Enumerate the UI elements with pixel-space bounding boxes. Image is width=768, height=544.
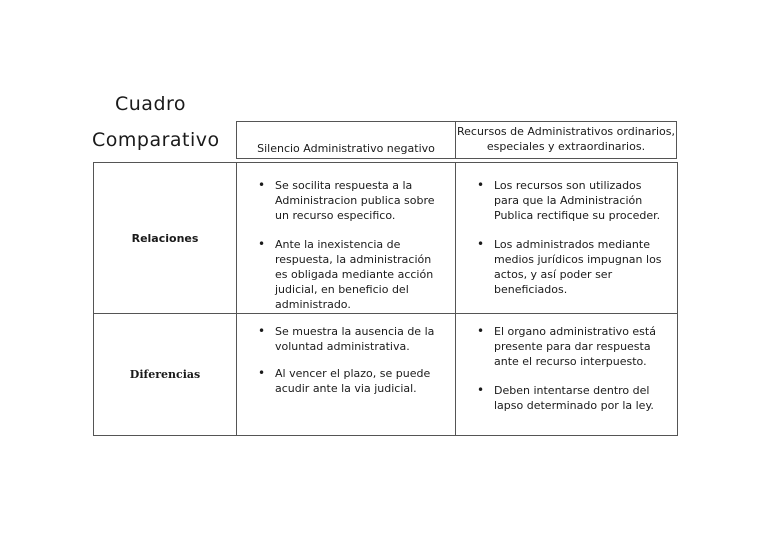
table-row-relaciones — [94, 163, 678, 314]
table-row-diferencias — [94, 314, 678, 436]
row-label-diferencias: Diferencias — [94, 314, 237, 436]
list-item: • Deben intentarse dentro del lapso determinado por la ley. — [457, 383, 676, 413]
list-item: • Al vencer el plazo, se puede acudir ante la via judicial. — [238, 366, 454, 396]
page-title-line2: Comparativo — [92, 129, 220, 151]
cell-relaciones-silencio — [237, 163, 456, 314]
list-item: • Ante la inexistencia de respuesta, la administración es obligada mediante acción judicial, en beneficio del administrado. — [238, 237, 454, 312]
row-label-relaciones: Relaciones — [94, 163, 237, 314]
page-title-line1: Cuadro — [115, 93, 187, 115]
header-silencio: Silencio Administrativo negativo — [236, 121, 455, 159]
cell-diferencias-silencio — [237, 314, 456, 436]
list-item: • Los recursos son utilizados para que la Administración Publica rectifique su proceder. — [457, 178, 676, 223]
header-recursos: Recursos de Administrativos ordinarios, especiales y extraordinarios. — [455, 121, 677, 159]
list-item: • Se socilita respuesta a la Administracion publica sobre un recurso especifico. — [238, 178, 454, 223]
list-item: • Se muestra la ausencia de la voluntad administrativa. — [238, 324, 454, 354]
list-item: • Los administrados mediante medios jurídicos impugnan los actos, y así poder ser beneficiados. — [457, 237, 676, 297]
list-item: • El organo administrativo está presente para dar respuesta ante el recurso interpuesto. — [457, 324, 676, 369]
comparison-table — [93, 162, 678, 436]
cell-relaciones-recursos — [456, 163, 678, 314]
cell-diferencias-recursos — [456, 314, 678, 436]
header-divider — [236, 158, 677, 159]
